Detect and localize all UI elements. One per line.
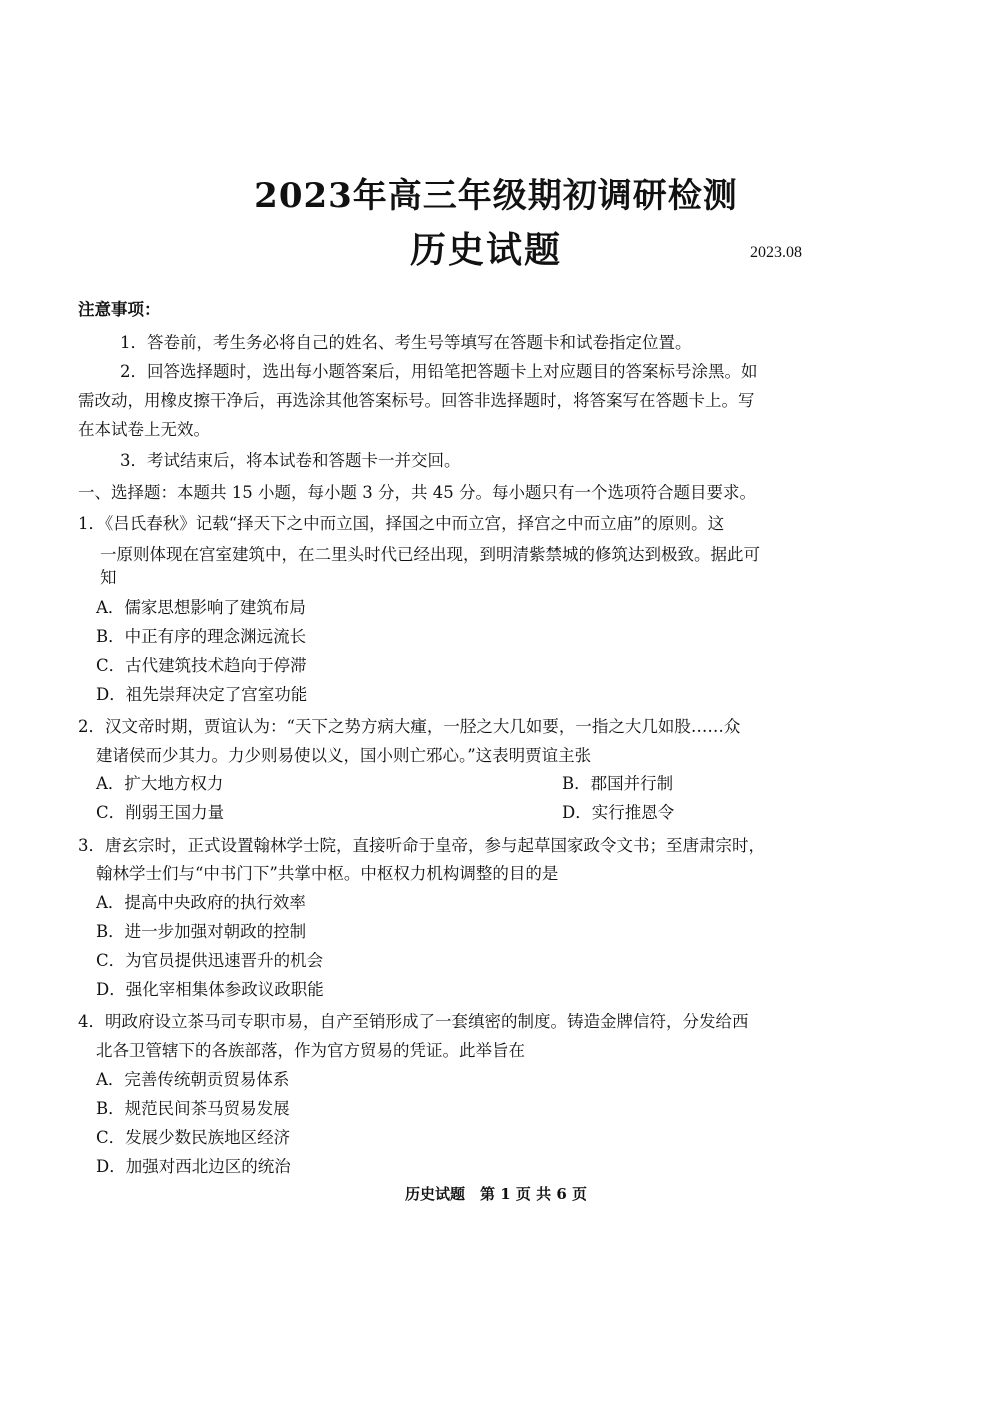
subject-title: 历史试题 — [410, 229, 563, 271]
section-heading: 一、选择题：本题共 15 小题，每小题 3 分，共 45 分。每小题只有一个选项符合题目要求。 — [78, 483, 756, 502]
question-1-option-a: A．儒家思想影响了建筑布局 — [96, 598, 306, 617]
question-1-option-d: D．祖先崇拜决定了宫室功能 — [96, 685, 308, 704]
question-2-line-1: 2．汉文帝时期，贾谊认为：“天下之势方病大瘇，一胫之大几如要，一指之大几如股……众 — [78, 717, 741, 736]
question-3-option-d: D．强化宰相集体参政议政职能 — [96, 980, 324, 999]
notice-item-2-line-2: 需改动，用橡皮擦干净后，再选涂其他答案标号。回答非选择题时，将答案写在答题卡上。写 — [78, 391, 755, 410]
question-3-option-b: B．进一步加强对朝政的控制 — [96, 922, 307, 941]
notice-item-3: 3．考试结束后，将本试卷和答题卡一并交回。 — [120, 451, 461, 470]
question-4-line-2: 北各卫管辖下的各族部落，作为官方贸易的凭证。此举旨在 — [96, 1041, 525, 1060]
question-4-option-b: B．规范民间茶马贸易发展 — [96, 1099, 290, 1118]
question-2-option-a: A．扩大地方权力 — [96, 774, 224, 793]
notice-item-2-line-3: 在本试卷上无效。 — [78, 420, 210, 439]
question-3-option-c: C．为官员提供迅速晋升的机会 — [96, 951, 324, 970]
notice-heading: 注意事项： — [78, 300, 161, 319]
question-2-option-d: D．实行推恩令 — [562, 803, 675, 822]
page-footer: 历史试题 第 1 页 共 6 页 — [405, 1185, 587, 1203]
exam-title: 2023年高三年级期初调研检测 — [254, 176, 738, 216]
question-2-line-2: 建诸侯而少其力。力少则易使以义，国小则亡邪心。”这表明贾谊主张 — [96, 746, 592, 765]
question-4-option-a: A．完善传统朝贡贸易体系 — [96, 1070, 290, 1089]
question-4-option-d: D．加强对西北边区的统治 — [96, 1157, 291, 1176]
exam-date: 2023.08 — [750, 244, 802, 261]
notice-item-2-line-1: 2．回答选择题时，选出每小题答案后，用铅笔把答题卡上对应题目的答案标号涂黑。如 — [120, 362, 758, 381]
question-3-line-2: 翰林学士们与“中书门下”共掌中枢。中枢权力机构调整的目的是 — [96, 864, 559, 883]
question-2-option-b: B．郡国并行制 — [562, 774, 674, 793]
question-1-option-c: C．古代建筑技术趋向于停滞 — [96, 656, 307, 675]
question-1-option-b: B．中正有序的理念渊远流长 — [96, 627, 307, 646]
question-1-line-2: 一原则体现在宫室建筑中，在二里头时代已经出现，到明清紫禁城的修筑达到极致。据此可 — [100, 545, 760, 564]
question-1-line-1: 1．《吕氏春秋》记载“择天下之中而立国，择国之中而立宫，择宫之中而立庙”的原则。这 — [78, 514, 725, 533]
question-2-option-c: C．削弱王国力量 — [96, 803, 225, 822]
notice-item-1: 1．答卷前，考生务必将自己的姓名、考生号等填写在答题卡和试卷指定位置。 — [120, 333, 692, 352]
question-3-line-1: 3．唐玄宗时，正式设置翰林学士院，直接听命于皇帝，参与起草国家政令文书；至唐肃宗时， — [78, 836, 765, 855]
question-4-line-1: 4．明政府设立茶马司专职市易，自产至销形成了一套缜密的制度。铸造金牌信符，分发给西 — [78, 1012, 749, 1031]
question-3-option-a: A．提高中央政府的执行效率 — [96, 893, 306, 912]
question-4-option-c: C．发展少数民族地区经济 — [96, 1128, 291, 1147]
question-1-line-3: 知 — [100, 568, 117, 587]
